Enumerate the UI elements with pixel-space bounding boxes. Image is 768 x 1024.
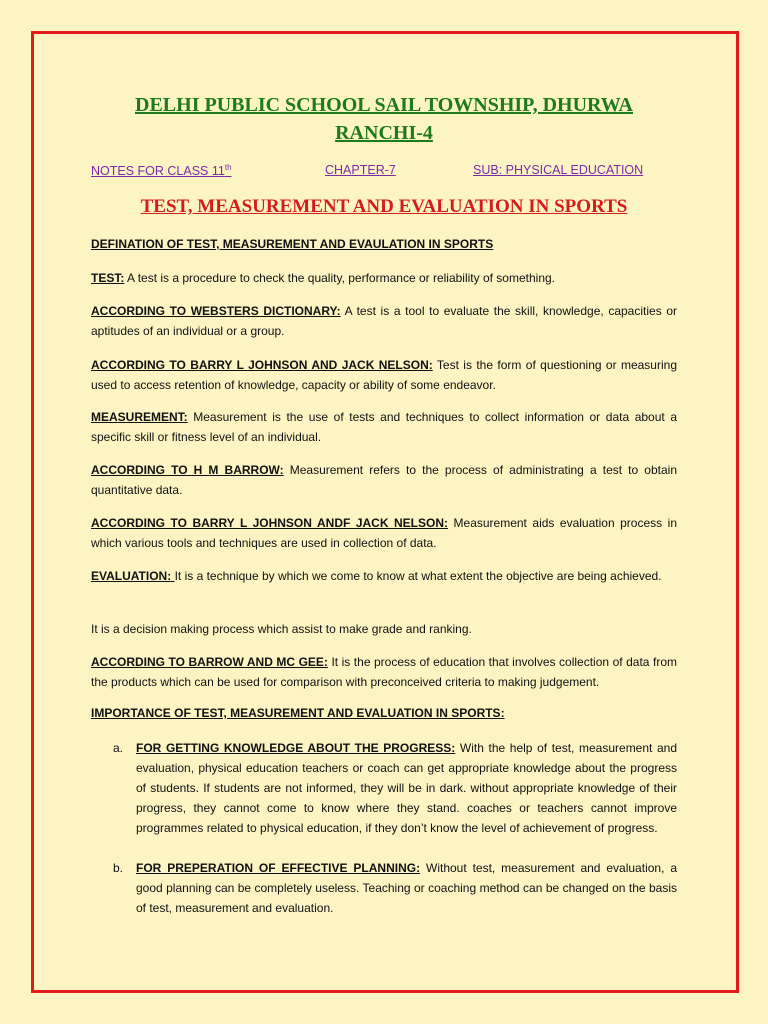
document-title: TEST, MEASUREMENT AND EVALUATION IN SPORTS — [140, 196, 628, 217]
paragraph-websters — [91, 301, 677, 341]
school-name: DELHI PUBLIC SCHOOL SAIL TOWNSHIP, DHURWA — [135, 94, 633, 116]
subject-label: SUB: PHYSICAL EDUCATION — [473, 163, 644, 177]
paragraph-johnson-test — [91, 355, 677, 395]
list-item-planning — [91, 858, 677, 918]
paragraph-barrow-mcgee — [91, 652, 677, 692]
paragraph-johnson-measurement — [91, 513, 677, 553]
paragraph-text: Measurement aids evaluation process in which various tools and techniques are used in collection of data. — [91, 516, 677, 550]
list-marker: b. — [113, 861, 124, 875]
importance-heading: IMPORTANCE OF TEST, MEASUREMENT AND EVALUATION IN SPORTS: — [91, 706, 505, 720]
paragraph-test — [91, 268, 677, 288]
paragraph-text: Test is the form of questioning or measuring used to access retention of knowledge, capacity or ability of some endeavor. — [91, 358, 677, 392]
paragraph-label: ACCORDING TO BARRY L JOHNSON ANDF JACK NELSON: — [91, 516, 449, 530]
paragraph-barrow — [91, 460, 677, 500]
paragraph-text: Measurement is the use of tests and techniques to collect information or data about a specific skill or fitness level of an individual. — [91, 410, 677, 444]
list-item-label: FOR PREPERATION OF EFFECTIVE PLANNING: — [136, 861, 421, 875]
class-label — [91, 163, 232, 178]
paragraph-measurement — [91, 407, 677, 447]
list-item-label: FOR GETTING KNOWLEDGE ABOUT THE PROGRESS: — [136, 741, 456, 755]
paragraph-text: Measurement refers to the process of administrating a test to obtain quantitative data. — [91, 463, 677, 497]
class-text: NOTES FOR CLASS 11 — [91, 164, 225, 179]
list-item-text: Without test, measurement and evaluation, a good planning can be completely useless. Teaching or coaching method can be changed on the basis of test, measurement and evaluation. — [136, 861, 677, 915]
paragraph-label: ACCORDING TO BARRY L JOHNSON AND JACK NELSON: — [91, 358, 433, 372]
paragraph-label: MEASUREMENT: — [91, 410, 188, 424]
list-item-text: With the help of test, measurement and evaluation, physical education teachers or coach can get appropriate knowledge about the progress of students. If students are not informed, they will be in dark. without appropriate knowledge of their progress, they cannot come to know where they stand. coaches or teachers cannot improve programmes related to physical education, if they don’t know the level of achievement of progress. — [136, 741, 677, 835]
paragraph-text: It is a technique by which we come to know at what extent the objective are being achieved. — [174, 569, 662, 583]
definition-heading: DEFINATION OF TEST, MEASUREMENT AND EVAULATION IN SPORTS — [91, 237, 494, 251]
list-item-progress — [91, 738, 677, 838]
paragraph-text: A test is a procedure to check the quality, performance or reliability of something. — [124, 271, 556, 285]
paragraph-label: ACCORDING TO WEBSTERS DICTIONARY: — [91, 304, 341, 318]
paragraph-label: EVALUATION: — [91, 569, 175, 583]
paragraph-label: TEST: — [91, 271, 125, 285]
chapter-label: CHAPTER-7 — [325, 163, 396, 177]
paragraph-evaluation — [91, 566, 677, 586]
paragraph-text: It is a decision making process which assist to make grade and ranking. — [91, 622, 472, 636]
list-marker: a. — [113, 741, 124, 755]
paragraph-label: ACCORDING TO BARROW AND MC GEE: — [91, 655, 328, 669]
school-location: RANCHI-4 — [335, 122, 433, 144]
paragraph-label: ACCORDING TO H M BARROW: — [91, 463, 284, 477]
paragraph-text: It is the process of education that involves collection of data from the products which can be used for comparison with preconceived criteria to making judgement. — [91, 655, 677, 689]
paragraph-text: A test is a tool to evaluate the skill, knowledge, capacities or aptitudes of an individual or a group. — [91, 304, 677, 338]
paragraph-decision — [91, 619, 677, 639]
class-superscript: th — [224, 163, 232, 172]
